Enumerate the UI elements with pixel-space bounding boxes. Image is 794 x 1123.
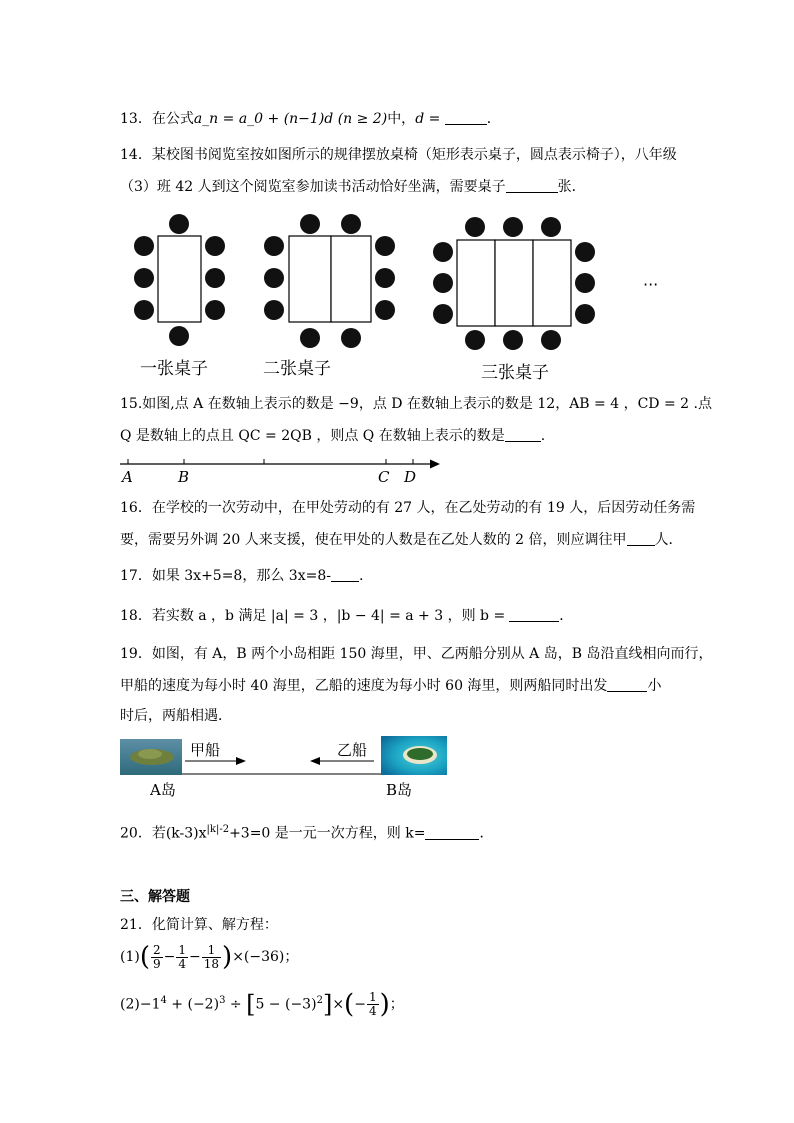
left-bracket: [ xyxy=(246,990,256,1019)
right-paren: ) xyxy=(222,942,233,972)
q17-end: . xyxy=(358,568,364,584)
label-a: A xyxy=(122,468,133,486)
q13-formula: a_n = a_0 + (n−1)d (n ≥ 2) xyxy=(193,111,388,127)
q19-text: 甲船的速度为每小时 40 海里，乙船的速度为每小时 60 海里，则两船同时出发 xyxy=(120,678,608,694)
question-21-part1: (1)( $\frac{2}{9}$ − $\frac{1}{4}$ − $\frac{1}{18}$ )×(−36)； xyxy=(120,942,299,972)
times-sign: × xyxy=(332,996,345,1013)
numerator: 1 xyxy=(368,990,377,1005)
left-paren: ( xyxy=(139,942,150,972)
q15-text: Q 是数轴上的点且 QC = 2QB ，则点 Q 在数轴上表示的数是 xyxy=(120,428,505,444)
right-bracket: ] xyxy=(322,990,333,1019)
q13-equals: = xyxy=(424,111,445,127)
question-16-line1: 16．在学校的一次劳动中，在甲处劳动的有 27 人，在乙处劳动的有 19 人，后因劳动任务需 xyxy=(120,500,696,516)
island-b-label: B岛 xyxy=(386,781,413,799)
part2-tail: ； xyxy=(389,996,404,1013)
divide-sign: ÷ xyxy=(225,996,247,1013)
q13-end: ． xyxy=(486,111,501,127)
question-21-title: 21．化简计算、解方程： xyxy=(120,917,278,933)
q17-text: 17．如果 3x+5=8，那么 3x=8- xyxy=(120,568,331,584)
fraction xyxy=(367,991,379,1018)
exponent: 2 xyxy=(316,995,323,1006)
island-b-image xyxy=(381,736,447,775)
ellipsis: ··· xyxy=(643,275,659,294)
caption-one-table: 一张桌子 xyxy=(140,359,208,379)
fraction xyxy=(202,944,221,971)
island-a-image xyxy=(120,739,182,775)
caption-three-tables: 三张桌子 xyxy=(481,363,549,383)
q13-variable: d xyxy=(415,111,425,127)
denominator: 4 xyxy=(368,1004,377,1019)
part1-label: (1) xyxy=(120,949,140,965)
numerator: 1 xyxy=(202,944,221,958)
caption-two-tables: 二张桌子 xyxy=(263,359,331,379)
part1-tail: ×(−36)； xyxy=(232,949,299,965)
fraction xyxy=(151,944,163,971)
q13-prefix: 13．在公式 xyxy=(120,111,194,127)
question-14-line1: 14．某校图书阅览室按如图所示的规律摆放桌椅（矩形表示桌子，圆点表示椅子），八年级 xyxy=(120,147,677,163)
q18-text: 18．若实数 a ，b 满足 |a| = 3 ，|b − 4| = a + 3 ，则 b = xyxy=(120,608,506,624)
term-2: + (−2) xyxy=(166,996,220,1013)
question-20 xyxy=(120,821,493,843)
q20-end: ． xyxy=(479,825,494,842)
section-title: 三、解答题 xyxy=(120,889,190,905)
question-19-line1: 19．如图，有 A，B 两个小岛相距 150 海里，甲、乙两船分别从 A 岛，B 岛沿直线相向而行， xyxy=(120,646,713,662)
fraction xyxy=(176,944,188,971)
right-paren: ) xyxy=(379,989,390,1020)
denominator: 9 xyxy=(153,956,161,971)
denominator: 18 xyxy=(203,956,220,971)
left-paren: ( xyxy=(344,989,355,1020)
island-a-hill xyxy=(138,749,162,759)
q20-prefix: 20．若(k-3)x xyxy=(120,825,207,842)
question-19-line3: 时后，两船相遇． xyxy=(120,708,232,724)
q15-end: . xyxy=(540,428,546,444)
question-21-part2: $(2)-1^4 + (-2)^3 \div [5 - (-3)^2]\times(-$ $\frac{1}{4}$ )； xyxy=(120,989,404,1020)
boat-b-arrowhead xyxy=(310,757,320,765)
boat-a-label: 甲船 xyxy=(190,741,221,759)
term-3: 5 − (−3) xyxy=(255,996,317,1013)
label-d: D xyxy=(404,468,417,486)
part2-label: (2) xyxy=(120,996,140,1013)
q13-middle: 中， xyxy=(387,111,416,127)
label-c: C xyxy=(378,468,390,486)
exponent: 3 xyxy=(219,995,226,1006)
q14-text: （3）班 42 人到这个阅览室参加读书活动恰好坐满，需要桌子 xyxy=(120,179,506,195)
boat-a-arrowhead xyxy=(236,757,246,765)
q18-end: ． xyxy=(559,608,574,624)
q20-exponent: |k|-2 xyxy=(206,824,230,835)
island-b-trees xyxy=(407,748,433,760)
exponent: 4 xyxy=(160,995,167,1006)
island-a-label: A岛 xyxy=(150,781,176,799)
boat-b-label: 乙船 xyxy=(337,741,368,759)
q16-text: 要，需要另外调 20 人来支援，使在甲处的人数是在乙处人数的 2 倍，则应调往甲 xyxy=(120,532,627,548)
q14-end: 张． xyxy=(557,179,586,195)
numerator: 2 xyxy=(153,942,161,957)
answer-blank[interactable] xyxy=(425,825,479,840)
q16-end: 人． xyxy=(654,532,683,548)
term-1: −1 xyxy=(139,996,161,1013)
denominator: 4 xyxy=(178,956,187,971)
q20-text: +3=0 是一元一次方程，则 k= xyxy=(229,825,426,842)
question-15-line1: 15.如图,点 A 在数轴上表示的数是 −9，点 D 在数轴上表示的数是 12，AB = 4 ，CD = 2 .点 xyxy=(120,396,712,412)
q19-unit: 小 xyxy=(647,678,662,694)
numerator: 1 xyxy=(178,942,187,957)
label-b: B xyxy=(178,468,190,486)
